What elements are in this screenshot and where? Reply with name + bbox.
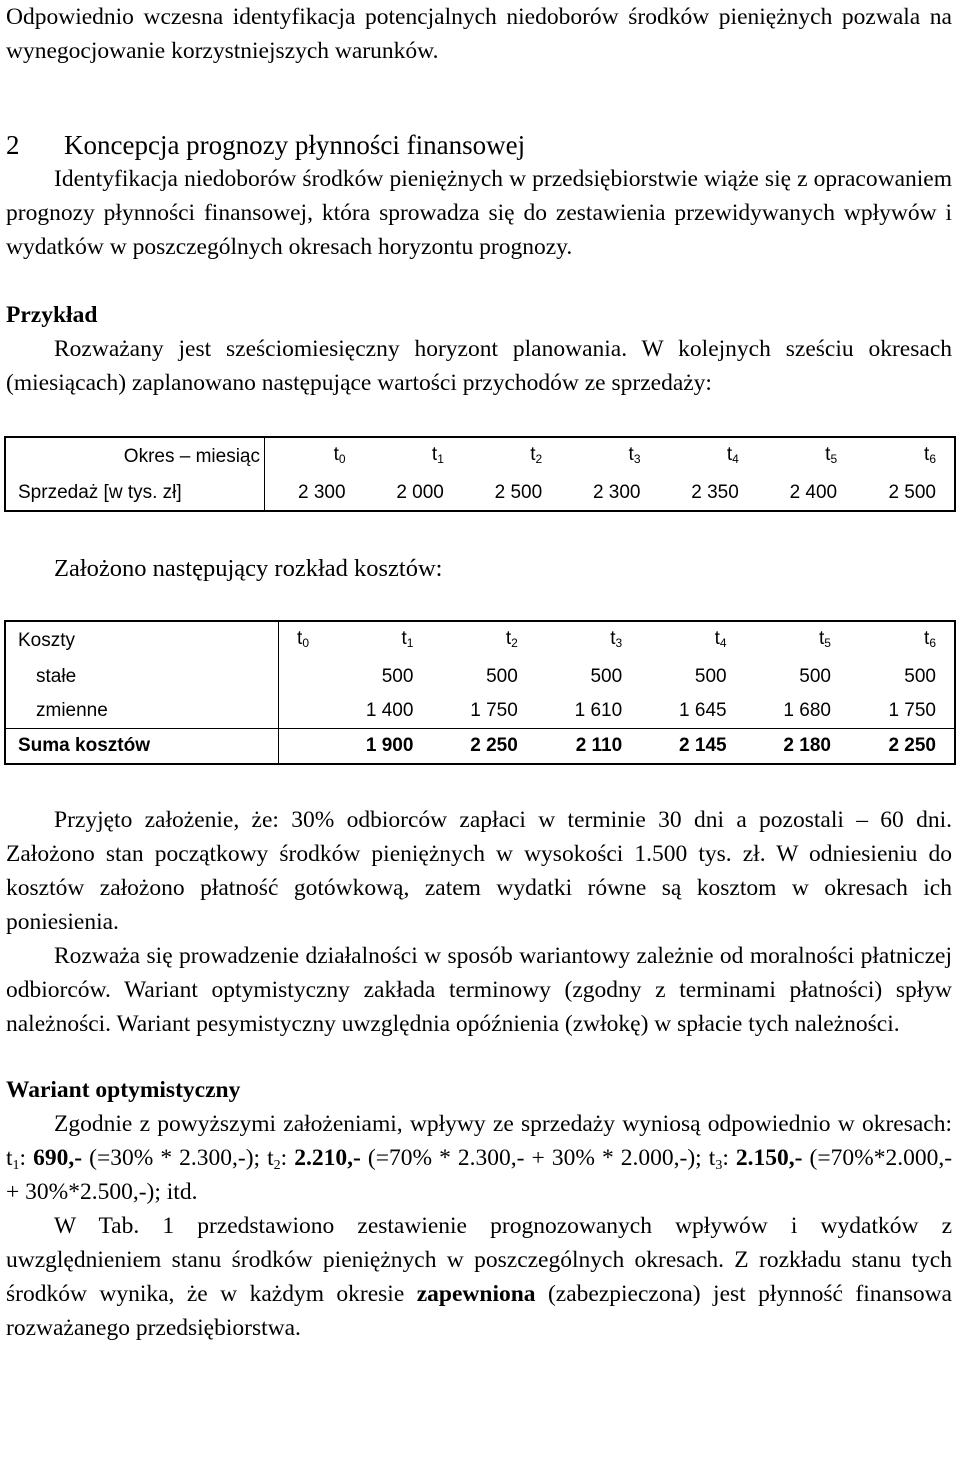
cost-value: 1 400 bbox=[365, 700, 414, 721]
optimistic-paragraph-1: Zgodnie z powyższymi założeniami, wpływy ze sprzedaży wyniosą odpowiednio w okresach: $t_1$: 690,- (=30% * 2.300,-); $t_2$: 2.210,- (=70% * 2.300,- + 30% * 2.000,-); $t_3$: 2.150,- (=70%*2.000,- + 30%*2.500,-); itd. bbox=[6, 1111, 953, 1205]
cost-value: 1 750 bbox=[470, 700, 518, 721]
period-header: $t_4$ bbox=[714, 628, 727, 650]
period-header: $t_2$ bbox=[505, 628, 518, 650]
cost-value bbox=[279, 694, 328, 729]
sales-header-label: Okres – miesiąc bbox=[5, 437, 265, 476]
cost-value: 1 610 bbox=[574, 700, 623, 721]
period-header: $t_5$ bbox=[819, 628, 831, 650]
sales-row-label: Sprzedaż [w tys. zł] bbox=[5, 476, 265, 511]
costs-row-variable bbox=[5, 694, 955, 729]
section-title: Koncepcja prognozy płynności finansowej bbox=[64, 130, 526, 160]
sales-value: 2 400 bbox=[789, 482, 838, 503]
sales-value: 2 500 bbox=[494, 482, 543, 503]
section-heading bbox=[6, 128, 952, 162]
sales-value: 2 300 bbox=[298, 482, 346, 503]
sales-table bbox=[4, 436, 956, 512]
costs-row-fixed bbox=[5, 660, 955, 694]
cost-value: 1 680 bbox=[783, 700, 831, 721]
cost-value: 500 bbox=[381, 666, 414, 687]
cost-value: 500 bbox=[486, 666, 518, 687]
sales-value: 2 350 bbox=[691, 482, 739, 503]
optimistic-paragraph-2: W Tab. 1 przedstawiono zestawienie prognozowanych wpływów i wydatków z uwzględnieniem stanu środków pieniężnych w poszczególnych okresach. Z rozkładu stanu tych środków wynika, że w każdym okresie zapewniona (zabezpieczona) jest płynność finansowa rozważanego przedsiębiorstwa. bbox=[6, 1213, 952, 1341]
costs-header-label: Koszty bbox=[5, 621, 279, 660]
costs-sum-label: Suma kosztów bbox=[5, 729, 279, 765]
section-number: 2 bbox=[6, 130, 20, 160]
costs-row-label: stałe bbox=[5, 660, 279, 694]
optimistic-heading: Wariant optymistyczny bbox=[6, 1077, 241, 1103]
cost-value: 1 750 bbox=[888, 700, 936, 721]
cost-sum-value: 2 110 bbox=[536, 729, 640, 765]
costs-header-row bbox=[5, 621, 955, 660]
period-header: $t_1$ bbox=[431, 444, 444, 466]
cost-value: 500 bbox=[799, 666, 831, 687]
period-header: $t_6$ bbox=[924, 444, 936, 466]
costs-row-label: zmienne bbox=[5, 694, 279, 729]
cost-value: 500 bbox=[904, 666, 936, 687]
sales-values-row bbox=[5, 476, 955, 511]
cost-value: 500 bbox=[694, 666, 727, 687]
document-page bbox=[6, 0, 952, 1345]
cost-sum-value: 1 900 bbox=[327, 729, 431, 765]
period-header: $t_1$ bbox=[401, 628, 414, 650]
period-header: $t_3$ bbox=[628, 444, 641, 466]
cost-value bbox=[279, 660, 328, 694]
sales-header-row bbox=[5, 437, 955, 476]
period-header: $t_0$ bbox=[297, 628, 310, 650]
period-header: $t_0$ bbox=[333, 444, 346, 466]
period-header: $t_6$ bbox=[924, 628, 936, 650]
example-body: Rozważany jest sześciomiesięczny horyzont planowania. W kolejnych sześciu okresach (miesiącach) zaplanowano następujące wartości przychodów ze sprzedaży: bbox=[6, 336, 952, 396]
assumptions-paragraph-1: Przyjęto założenie, że: 30% odbiorców zapłaci w terminie 30 dni a pozostali – 60 dni. Założono stan początkowy środków pieniężnych w wysokości 1.500 tys. zł. W odniesieniu do kosztów założono płatność gotówkową, zatem wydatki równe są kosztom w okresach ich poniesienia. bbox=[6, 807, 952, 935]
period-header: $t_4$ bbox=[726, 444, 739, 466]
period-header: $t_2$ bbox=[530, 444, 543, 466]
period-header: $t_5$ bbox=[825, 444, 838, 466]
cost-sum-value bbox=[279, 729, 328, 765]
example-heading: Przykład bbox=[6, 302, 98, 328]
costs-table bbox=[4, 620, 956, 765]
cost-sum-value: 2 180 bbox=[745, 729, 849, 765]
section-body: Identyfikacja niedoborów środków pieniężnych w przedsiębiorstwie wiąże się z opracowaniem prognozy płynności finansowej, która sprowadza się do zestawienia przewidywanych wpływów i wydatków w poszczególnych okresach horyzontu prognozy. bbox=[6, 166, 952, 260]
sales-value: 2 300 bbox=[592, 482, 641, 503]
cost-value: 1 645 bbox=[679, 700, 727, 721]
costs-sum-row bbox=[5, 729, 955, 765]
cost-sum-value: 2 145 bbox=[640, 729, 744, 765]
costs-intro: Założono następujący rozkład kosztów: bbox=[54, 555, 443, 582]
cost-sum-value: 2 250 bbox=[431, 729, 535, 765]
intro-paragraph: Odpowiednio wczesna identyfikacja potencjalnych niedoborów środków pieniężnych pozwala na wynegocjowanie korzystniejszych warunków. bbox=[6, 4, 952, 64]
period-header: $t_3$ bbox=[610, 628, 623, 650]
cost-sum-value: 2 250 bbox=[849, 729, 955, 765]
assumptions-paragraph-2: Rozważa się prowadzenie działalności w sposób wariantowy zależnie od moralności płatniczej odbiorców. Wariant optymistyczny zakłada terminowy (zgodny z terminami płatności) spływ należności. Wariant pesymistyczny uwzględnia opóźnienia (zwłokę) w spłacie tych należności. bbox=[6, 943, 952, 1037]
sales-value: 2 000 bbox=[396, 482, 444, 503]
cost-value: 500 bbox=[590, 666, 623, 687]
sales-value: 2 500 bbox=[888, 482, 936, 503]
